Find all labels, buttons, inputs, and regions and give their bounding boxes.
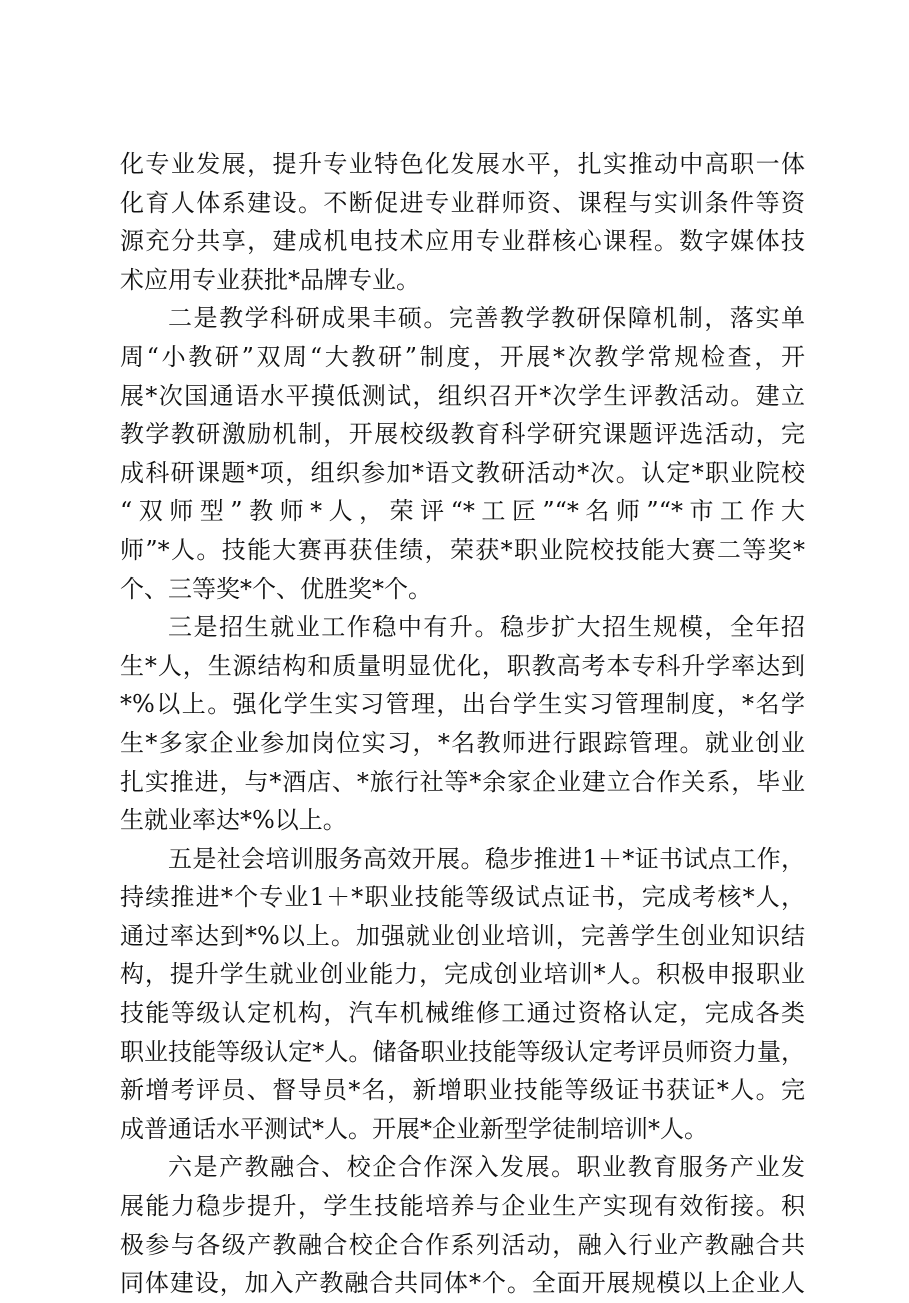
text-line: 周“小教研”双周“大教研”制度，开展*次教学常规检查，开 (120, 342, 805, 371)
text-line: 教学教研激励机制，开展校级教育科学研究课题评选活动，完 (120, 420, 805, 449)
text-line: 生就业率达*%以上。 (120, 806, 347, 835)
paragraph-first-line: 五是社会培训服务高效开展。稳步推进1＋*证书试点工作， (168, 844, 805, 873)
text-line: “双师型”教师*人，荣评“*工匠”“*名师”“*市工作大 (120, 497, 805, 526)
document-body (120, 145, 805, 1303)
text-line: 化专业发展，提升专业特色化发展水平，扎实推动中高职一体 (120, 150, 805, 178)
text-line: 同体建设，加入产教融合共同体*个。全面开展规模以上企业人 (120, 1269, 805, 1298)
text-line: 成普通话水平测试*人。开展*企业新型学徒制培训*人。 (120, 1114, 708, 1143)
text-line: *%以上。强化学生实习管理，出台学生实习管理制度，*名学 (120, 690, 805, 719)
text-line: 师”*人。技能大赛再获佳绩，荣获*职业院校技能大赛二等奖* (120, 535, 805, 564)
text-line: 极参与各级产教融合校企合作系列活动，融入行业产教融合共 (120, 1230, 805, 1259)
text-line: 新增考评员、督导员*名，新增职业技能等级证书获证*人。完 (120, 1076, 805, 1105)
text-line: 术应用专业获批*品牌专业。 (120, 265, 420, 294)
paragraph-first-line: 六是产教融合、校企合作深入发展。职业教育服务产业发 (168, 1153, 805, 1182)
text-line: 持续推进*个专业1＋*职业技能等级试点证书，完成考核*人， (120, 883, 805, 912)
text-line: 展*次国通语水平摸低测试，组织召开*次学生评教活动。建立 (120, 381, 805, 410)
paragraph-first-line: 二是教学科研成果丰硕。完善教学教研保障机制，落实单 (168, 304, 805, 333)
text-line: 通过率达到*%以上。加强就业创业培训，完善学生创业知识结 (120, 921, 805, 950)
text-line: 生*多家企业参加岗位实习，*名教师进行跟踪管理。就业创业 (120, 728, 805, 757)
paragraph-first-line: 三是招生就业工作稳中有升。稳步扩大招生规模，全年招 (168, 613, 805, 642)
text-line: 扎实推进，与*酒店、*旅行社等*余家企业建立合作关系，毕业 (120, 767, 805, 796)
text-line: 源充分共享，建成机电技术应用专业群核心课程。数字媒体技 (120, 227, 805, 256)
text-line: 职业技能等级认定*人。储备职业技能等级认定考评员师资力量， (120, 1037, 805, 1066)
text-line: 展能力稳步提升，学生技能培养与企业生产实现有效衔接。积 (120, 1192, 805, 1221)
text-line: 个、三等奖*个、优胜奖*个。 (120, 574, 432, 603)
text-line: 化育人体系建设。不断促进专业群师资、课程与实训条件等资 (120, 188, 805, 217)
text-line: 生*人，生源结构和质量明显优化，职教高考本专科升学率达到 (120, 651, 805, 680)
text-line: 技能等级认定机构，汽车机械维修工通过资格认定，完成各类 (120, 999, 805, 1028)
text-line: 构，提升学生就业创业能力，完成创业培训*人。积极申报职业 (120, 960, 805, 989)
text-line: 成科研课题*项，组织参加*语文教研活动*次。认定*职业院校 (120, 458, 805, 487)
